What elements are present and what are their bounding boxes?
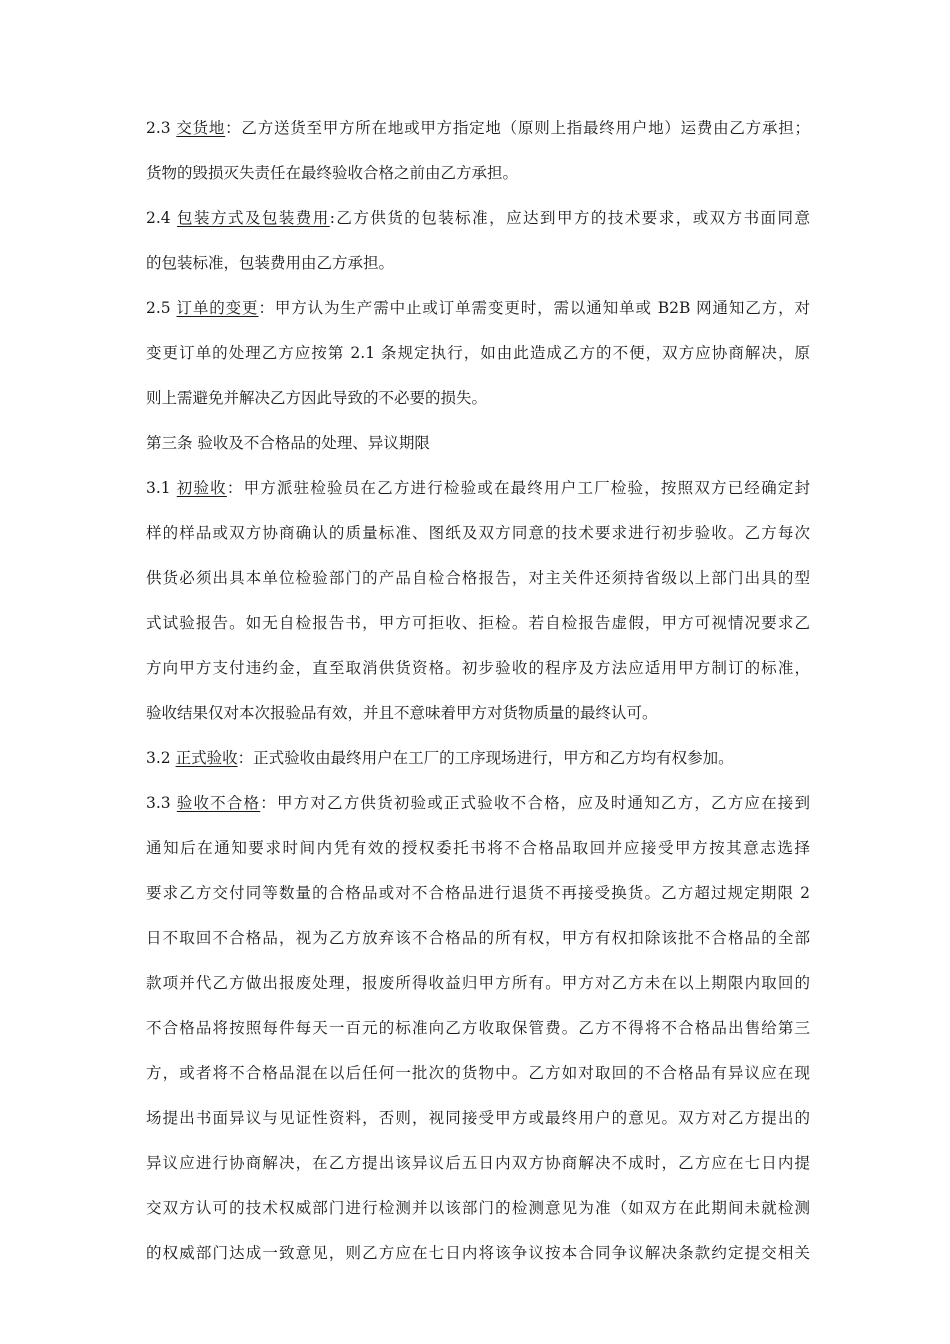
text-segment: ：正式验收由最终用户在工厂的工序现场进行，甲方和乙方均有权参加。 bbox=[237, 749, 734, 767]
text-line bbox=[146, 556, 810, 601]
text-segment: ：甲方对乙方供货初验或正式验收不合格，应及时通知乙方，乙方应在接到 bbox=[260, 794, 810, 812]
text-line bbox=[146, 106, 810, 151]
text-line bbox=[146, 286, 810, 331]
text-segment: 3.2 bbox=[146, 749, 176, 767]
text-segment: 2.5 bbox=[146, 299, 177, 317]
text-line bbox=[146, 466, 810, 511]
text-line bbox=[146, 331, 810, 376]
text-line bbox=[146, 1186, 810, 1231]
document-page bbox=[146, 106, 810, 1276]
text-segment: 2.3 bbox=[146, 119, 177, 137]
text-segment: ：甲方认为生产需中止或订单需变更时，需以通知单或 B2B 网通知乙方，对 bbox=[258, 299, 810, 317]
underlined-term: 交货地 bbox=[176, 119, 226, 137]
text-segment: 式试验报告。如无自检报告书，甲方可拒收、拒检。若自检报告虚假，甲方可视情况要求乙 bbox=[146, 614, 810, 632]
text-segment: 货物的毁损灭失责任在最终验收合格之前由乙方承担。 bbox=[146, 164, 519, 182]
text-segment: 变更订单的处理乙方应按第 2.1 条规定执行，如由此造成乙方的不便，双方应协商解决，原 bbox=[146, 344, 810, 362]
text-line bbox=[146, 826, 810, 871]
text-segment: 的包装标准，包装费用由乙方承担。 bbox=[146, 254, 395, 272]
text-line bbox=[146, 241, 810, 286]
text-segment: 方，或者将不合格品混在以后任何一批次的货物中。乙方如对取回的不合格品有异议应在现 bbox=[146, 1064, 810, 1082]
text-segment: 交双方认可的技术权威部门进行检测并以该部门的检测意见为准（如双方在此期间未就检测 bbox=[146, 1199, 810, 1217]
text-line bbox=[146, 376, 810, 421]
text-segment: ：甲方派驻检验员在乙方进行检验或在最终用户工厂检验，按照双方已经确定封 bbox=[226, 479, 810, 497]
underlined-term: 包装方式及包装费用 bbox=[177, 209, 330, 227]
text-line bbox=[146, 646, 810, 691]
text-line bbox=[146, 961, 810, 1006]
text-line bbox=[146, 151, 810, 196]
underlined-term: 订单的变更 bbox=[176, 299, 259, 317]
text-line bbox=[146, 916, 810, 961]
text-line bbox=[146, 1141, 810, 1186]
text-line bbox=[146, 511, 810, 556]
text-segment: 的权威部门达成一致意见，则乙方应在七日内将该争议按本合同争议解决条款约定提交相关 bbox=[146, 1244, 810, 1262]
text-line bbox=[146, 1006, 810, 1051]
text-segment: 则上需避免并解决乙方因此导致的不必要的损失。 bbox=[146, 389, 488, 407]
text-segment: :乙方供货的包装标准，应达到甲方的技术要求，或双方书面同意 bbox=[329, 209, 810, 227]
text-segment: ：乙方送货至甲方所在地或甲方指定地（原则上指最终用户地）运费由乙方承担； bbox=[225, 119, 810, 137]
text-segment: 日不取回不合格品，视为乙方放弃该不合格品的所有权，甲方有权扣除该批不合格品的全部 bbox=[146, 929, 810, 947]
underlined-term: 验收不合格 bbox=[176, 794, 261, 812]
text-segment: 场提出书面异议与见证性资料，否则，视同接受甲方或最终用户的意见。双方对乙方提出的 bbox=[146, 1109, 810, 1127]
text-line bbox=[146, 691, 810, 736]
text-segment: 异议应进行协商解决，在乙方提出该异议后五日内双方协商解决不成时，乙方应在七日内提 bbox=[146, 1154, 810, 1172]
text-segment: 不合格品将按照每件每天一百元的标准向乙方收取保管费。乙方不得将不合格品出售给第三 bbox=[146, 1019, 810, 1037]
text-line bbox=[146, 1096, 810, 1141]
underlined-term: 初验收 bbox=[176, 479, 227, 497]
text-segment: 2.4 bbox=[146, 209, 178, 227]
text-line bbox=[146, 601, 810, 646]
text-segment: 3.3 bbox=[146, 794, 177, 812]
text-segment: 要求乙方交付同等数量的合格品或对不合格品进行退货不再接受换货。乙方超过规定期限 2 bbox=[146, 884, 810, 902]
underlined-term: 正式验收 bbox=[175, 749, 238, 767]
text-line bbox=[146, 736, 810, 781]
text-segment: 第三条 验收及不合格品的处理、异议期限 bbox=[146, 434, 430, 452]
text-line bbox=[146, 1231, 810, 1276]
text-segment: 3.1 bbox=[146, 479, 177, 497]
text-line bbox=[146, 421, 810, 466]
text-segment: 验收结果仅对本次报验品有效，并且不意味着甲方对货物质量的最终认可。 bbox=[146, 704, 658, 722]
text-segment: 方向甲方支付违约金，直至取消供货资格。初步验收的程序及方法应适用甲方制订的标准， bbox=[146, 659, 810, 677]
text-segment: 供货必须出具本单位检验部门的产品自检合格报告，对主关件还须持省级以上部门出具的型 bbox=[146, 569, 810, 587]
text-line bbox=[146, 1051, 810, 1096]
text-line bbox=[146, 196, 810, 241]
text-segment: 通知后在通知要求时间内凭有效的授权委托书将不合格品取回并应接受甲方按其意志选择 bbox=[146, 839, 810, 857]
text-line bbox=[146, 871, 810, 916]
text-segment: 样的样品或双方协商确认的质量标准、图纸及双方同意的技术要求进行初步验收。乙方每次 bbox=[146, 524, 810, 542]
text-segment: 款项并代乙方做出报废处理，报废所得收益归甲方所有。甲方对乙方未在以上期限内取回的 bbox=[146, 974, 810, 992]
text-line bbox=[146, 781, 810, 826]
